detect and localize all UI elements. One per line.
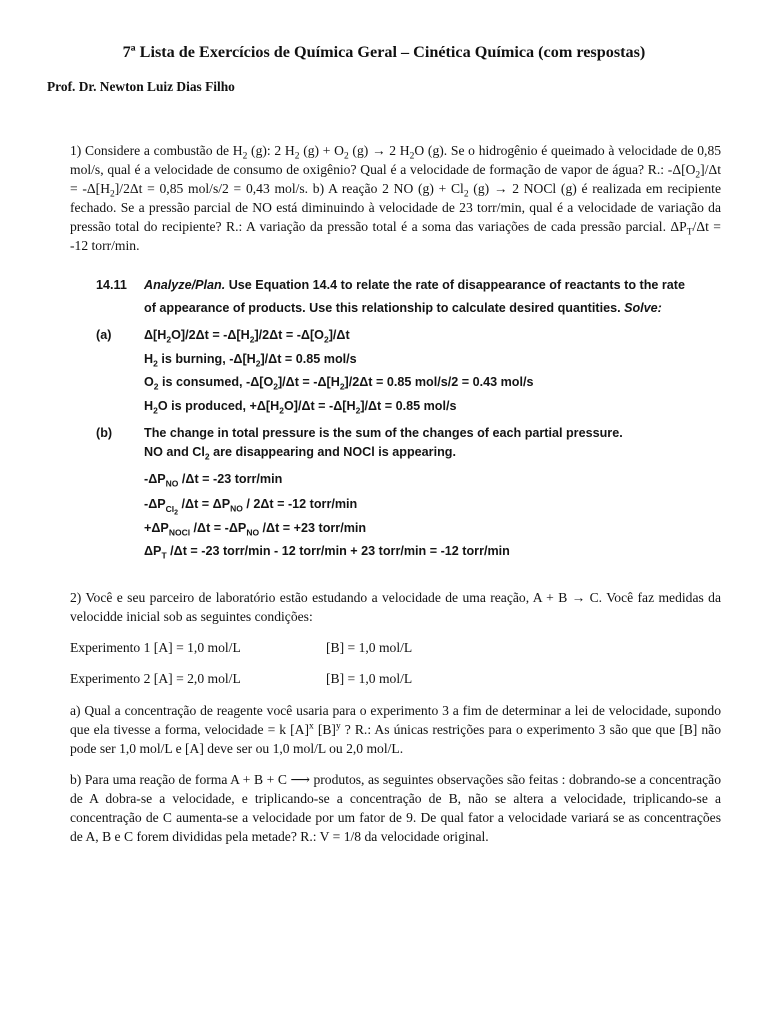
solution-number: 14.11 <box>96 278 127 292</box>
part-b-line-4: $-\Delta P_{Cl_2}$ $/\Delta t = \Delta P_{NO} / 2\Delta t = -12$ torr/min <box>144 497 358 517</box>
part-a-line-4: $H_2O$ is produced, $+\Delta[H_2O]/\Delta t = -\Delta[H_2]/\Delta t = 0.85$ mol/s <box>144 399 457 416</box>
solution-intro-line-1: Analyze/Plan. Use Equation 14.4 to relate the rate of disappearance of reactants to the rate <box>144 278 686 292</box>
part-a-label: (a) <box>96 328 112 342</box>
solution-figure <box>96 278 736 568</box>
part-b-line-6: $\Delta P_T$ /Δt = -23 torr/min - 12 torr/min + 23 torr/min = -12 torr/min <box>144 544 510 561</box>
part-b-line-3: $-\Delta P_{NO}$ /Δt = -23 torr/min <box>144 472 283 489</box>
solution-intro-line-2: of appearance of products. Use this relationship to calculate desired quantities. Solve: <box>144 301 662 315</box>
part-b-line-2: NO and $Cl_2$ are disappearing and NOCl is appearing. <box>144 445 456 462</box>
experiment-2-b: [B] = 1,0 mol/L <box>326 671 413 686</box>
experiment-2-a: Experimento 2 [A] = 2,0 mol/L <box>70 671 241 686</box>
question-1: 1) Considere a combustão de $H_2$ (g): 2 $H_2$ $(g) + O_2$ (g) → 2 $H_2O$ (g). Se o hidrogênio é queimado à velocidade de 0,85 mol/s, qual é a velocidade de consumo de oxigênio? Qual é a velocidade de formação de vapor de água? R.: $-\Delta[O_2]/\Delta t = -\Delta[H_2]/2\Delta t = 0,85$ mol/s/2 = 0,43 mol/s. b) A reação 2 NO $(g) + Cl_2$ (g) → 2 NOCl (g) é realizada em recipiente fechado. Se a pressão parcial de NO está diminuindo à velocidade de 23 torr/min, qual é a velocidade de variação da pressão total do recipiente? R.: A variação da pressão total é a soma das variações de cada pressão parcial. $\Delta P_T/\Delta t = -12$ torr/min. <box>70 143 722 253</box>
question-2a: a) Qual a concentração de reagente você usaria para o experimento 3 a fim de determinar a lei de velocidade, supondo que ela tivesse a forma, velocidade = k $[A]^x$ $[B]^y$ ? R.: As únicas restrições para o experimento 3 são que que [B] não pode ser 1,0 mol/L e [A] deve ser ou 1,0 mol/L ou 2,0 mol/L. <box>70 703 721 756</box>
part-a-line-1: $\Delta[H_2O]/2\Delta t = -\Delta[H_2]/2\Delta t = -\Delta[O_2]/\Delta t$ <box>144 328 350 345</box>
part-a-line-3: $O_2$ is consumed, $-\Delta[O_2]/\Delta t = -\Delta[H_2]/2\Delta t = 0.85$ mol/s/2 = 0.43 mol/s <box>144 375 534 392</box>
part-a-line-2: $H_2$ is burning, $-\Delta[H_2]/\Delta t = 0.85$ mol/s <box>144 352 357 369</box>
question-2-intro: 2) Você e seu parceiro de laboratório estão estudando a velocidade de uma reação, A + B → C. Você faz medidas da velocidde inicial sob as seguintes condições: <box>70 590 721 624</box>
part-b-label: (b) <box>96 426 113 440</box>
experiment-1-a: Experimento 1 [A] = 1,0 mol/L <box>70 640 241 655</box>
author-line: Prof. Dr. Newton Luiz Dias Filho <box>47 79 235 94</box>
experiment-1-b: [B] = 1,0 mol/L <box>326 640 413 655</box>
question-2b: b) Para uma reação de forma A + B + C ⟶ produtos, as seguintes observações são feitas : dobrando-se a concentração de A dobra-se a velocidade, e triplicando-se a concentração de B, não se altera a velocidade, triplicando-se a concentração de C aumenta-se a velocidade por um fator de 9. De qual fator a velocidade variará se as concentrações de A, B e C forem divididas pela metade? R.: V = 1/8 da velocidade original. <box>70 772 721 844</box>
part-b-line-5: $+\Delta P_{NOCl}$ $/\Delta t = -\Delta P_{NO}$ /Δt = +23 torr/min <box>144 521 367 538</box>
part-b-line-1: The change in total pressure is the sum of the changes of each partial pressure. <box>144 426 623 440</box>
document-title: 7ª Lista de Exercícios de Química Geral – Cinética Química (com respostas) <box>122 43 646 61</box>
